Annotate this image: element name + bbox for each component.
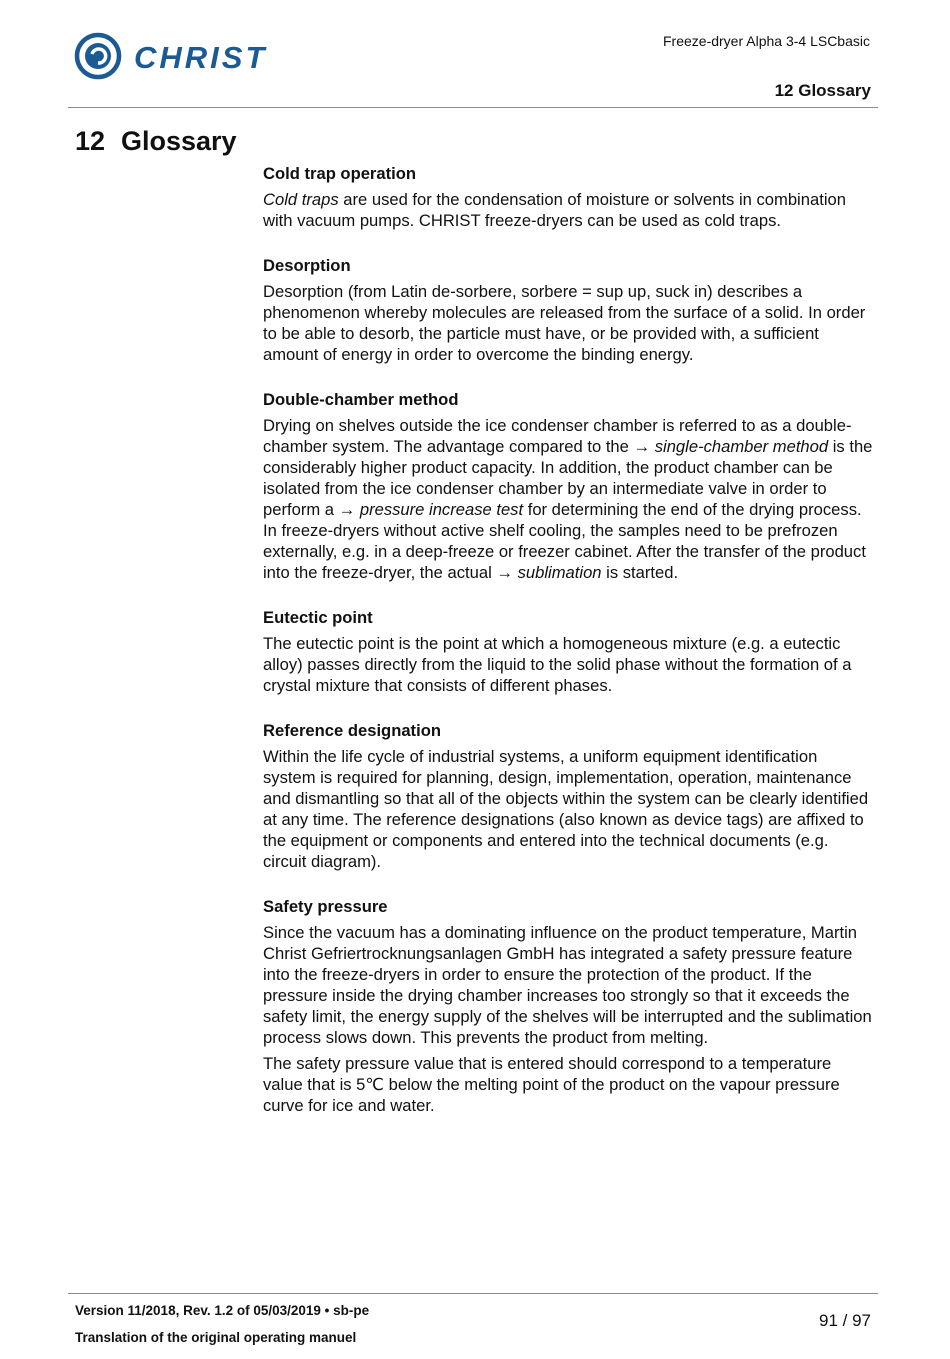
glossary-definition: Desorption (from Latin de-sorbere, sorbere = sup up, suck in) describes a phenomenon whereby molecules are released from the surface of a solid. In order to be able to desorb, the particle must have, or be provided with, a sufficient amount of energy in order to overcome the binding energy. [263,282,866,364]
cross-reference-link[interactable]: sublimation [517,563,602,582]
glossary-definition: Cold traps are used for the condensation of moisture or solvents in combination with vacuum pumps. CHRIST freeze-dryers can be used as cold traps. [263,190,846,230]
chapter-heading [75,126,237,157]
header-chapter-label: 12 Glossary [774,81,871,100]
glossary-definition: Since the vacuum has a dominating influence on the product temperature, Martin Christ Gefriertrocknungsanlagen GmbH has integrated a safety pressure feature into the freeze-dryers in order to ensure the protection of the product. If the pressure inside the drying chamber increases too strongly so that it exceeds the safety limit, the energy supply of the shelves will be interrupted and the sublimation process slows down. This prevents the product from melting. [263,923,872,1047]
cross-reference-link[interactable]: pressure increase test [359,500,524,519]
footer [75,1297,369,1351]
glossary-entry-reference [263,720,873,872]
glossary-definition: Drying on shelves outside the ice condenser chamber is referred to as a double-chamber system. The advantage compared to the → single-chamber method is the considerably higher product capacity. In addition, the product chamber can be isolated from the ice condenser chamber by an intermediate valve in order to perform a → pressure increase test for determining the end of the drying process. In freeze-dryers without active shelf cooling, the samples need to be prefrozen externally, e.g. in a deep-freeze or freezer cabinet. After the transfer of the product into the freeze-dryer, the actual → sublimation is started. [263,416,873,582]
arrow-right-icon: → [633,437,651,456]
glossary-term: Safety pressure [263,897,388,916]
glossary-entry-eutectic [263,607,873,696]
glossary-definition: The eutectic point is the point at which a homogeneous mixture (e.g. a eutectic alloy) passes directly from the liquid to the solid phase without the formation of a crystal mixture that consists of different phases. [263,634,852,695]
glossary-term: Cold trap operation [263,164,417,183]
glossary-content [263,163,873,1140]
brand-wordmark: CHRIST [134,40,268,75]
glossary-definition: Within the life cycle of industrial systems, a uniform equipment identification system is required for planning, design, implementation, operation, maintenance and dismantling so that all of the objects within the system can be clearly identified at any time. The reference designations (also known as device tags) are affixed to the equipment or components and entered into the technical documents (e.g. circuit diagram). [263,747,869,871]
chapter-title: Glossary [121,126,237,156]
christ-logo-icon [74,30,314,84]
glossary-entry-safety-pressure [263,896,873,1116]
glossary-term: Double-chamber method [263,390,459,409]
glossary-entry-cold-trap [263,163,873,231]
header-divider [68,107,878,108]
footer-translation-note: Translation of the original operating manuel [75,1330,357,1345]
footer-divider [68,1293,878,1294]
glossary-term: Eutectic point [263,608,373,627]
glossary-entry-desorption [263,255,873,365]
page-number: 91 / 97 [819,1311,871,1330]
arrow-right-icon: → [338,500,356,519]
document-title: Freeze-dryer Alpha 3-4 LSCbasic [663,33,870,49]
arrow-right-icon: → [496,563,513,582]
christ-logo [74,30,314,84]
chapter-number: 12 [75,126,106,156]
glossary-term: Desorption [263,256,351,275]
glossary-entry-double-chamber [263,389,873,583]
footer-version: Version 11/2018, Rev. 1.2 of 05/03/2019 • sb-pe [75,1303,370,1318]
cross-reference-link[interactable]: single-chamber method [654,437,829,456]
glossary-definition: The safety pressure value that is entered should correspond to a temperature value that is 5℃ below the melting point of the product on the vapour pressure curve for ice and water. [263,1054,840,1115]
glossary-term: Reference designation [263,721,441,740]
glossary-term-emphasis: Cold traps [263,190,339,209]
